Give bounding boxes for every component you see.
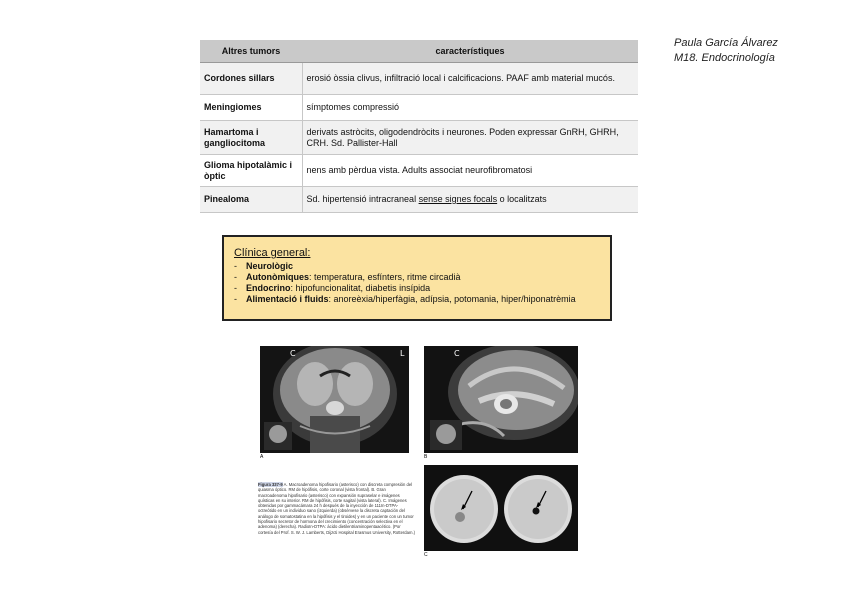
tumor-desc: símptomes compressió [302, 95, 638, 121]
svg-text:L: L [400, 349, 405, 358]
table-header-desc: característiques [302, 40, 638, 63]
list-item: - Alimentació i fluids: anoreèxia/hiperfàgia, adípsia, potomania, hiper/hiponatrèmia [234, 294, 576, 304]
tumor-desc [302, 187, 638, 213]
table-header-name: Altres tumors [200, 40, 302, 63]
tumor-name: Glioma hipotalàmic i òptic [200, 155, 302, 187]
tumors-table [200, 40, 638, 213]
tumor-name: Pinealoma [200, 187, 302, 213]
list-item: - Neurològic [234, 261, 294, 271]
item-label: Autonòmiques [246, 272, 309, 282]
item-label: Neurològic [246, 261, 294, 271]
list-item: - Endocrino: hipofuncionalitat, diabetis insípida [234, 283, 431, 293]
tumor-name: Hamartoma i gangliocitoma [200, 121, 302, 155]
desc-part: Sd. hipertensió intracraneal [306, 194, 419, 204]
item-text: : hipofuncionalitat, diabetis insípida [290, 283, 431, 293]
svg-text:C: C [290, 349, 296, 358]
item-label: Alimentació i fluids [246, 294, 329, 304]
table-row [200, 95, 638, 121]
clinica-list [234, 261, 600, 305]
table-row [200, 155, 638, 187]
mri-sagittal-image [424, 346, 578, 453]
table-header-row [200, 40, 638, 63]
item-label: Endocrino [246, 283, 291, 293]
author-header [674, 36, 804, 66]
tumor-desc: derivats astròcits, oligodendròcits i neurones. Poden expressar GnRH, GHRH, CRH. Sd. Pallister-Hall [302, 121, 638, 155]
item-text: : temperatura, esfínters, ritme circadià [309, 272, 461, 282]
tumor-name: Meningiomes [200, 95, 302, 121]
table-row [200, 121, 638, 155]
panel-a-label: A [260, 454, 264, 460]
tumor-name: Cordones sillars [200, 63, 302, 95]
svg-text:C: C [454, 349, 460, 358]
caption-text: A. Macroadenoma hipofisario (asterisco) con discreta compresión del quiasma óptico. RM de hipófisis, corte coronal (vista frontal). B. Gran macroadenoma hipofisario (asterisco) con expansión supraselar e imágenes quísticas en su interior. RM de hipófisis, corte sagital (vista lateral). C. Imágenes obtenidas por gammacámara 24 h después de la inyección de 111In-DTPA-octreótido en un individuo sano (izquierda) (obsérvese la discreta captación del análogo de somatostatina en la hipófisis y el tiroides) y en un paciente con un tumor hipofisario secretor de hormona del crecimiento (concentración selectiva en el adenoma) (derecha). RadioIn-DTPA: ácido dietilentriaminopentaacético. (Por cortesía del Prof. S. W. J. Lamberts, Dijzcti Hospital Erasmus University, Rotterdam.) [258, 482, 415, 535]
tumor-desc: erosió òssia clivus, infiltració local i calcificacions. PAAF amb material mucós. [302, 63, 638, 95]
mri-coronal-image [260, 346, 409, 453]
figure-caption [258, 482, 416, 535]
tumor-desc: nens amb pèrdua vista. Adults associat neurofibromatosi [302, 155, 638, 187]
medical-figure [258, 344, 580, 559]
desc-underlined: sense signes focals [418, 194, 498, 204]
panel-c-label: C [424, 552, 428, 558]
table-row [200, 63, 638, 95]
desc-part: o localitzats [497, 194, 547, 204]
table-row [200, 187, 638, 213]
clinica-general-box [222, 235, 612, 321]
clinica-title: Clínica general: [234, 247, 311, 259]
caption-figure-number: Figura 337-9 [258, 482, 283, 487]
panel-b-label: B [424, 454, 428, 460]
author-name: Paula García Álvarez [674, 37, 778, 49]
scintigraphy-image [424, 465, 578, 551]
course-name: M18. Endocrinología [674, 52, 775, 64]
list-item: - Autonòmiques: temperatura, esfínters, ritme circadià [234, 272, 461, 282]
item-text: : anoreèxia/hiperfàgia, adípsia, potomania, hiper/hiponatrèmia [328, 294, 576, 304]
